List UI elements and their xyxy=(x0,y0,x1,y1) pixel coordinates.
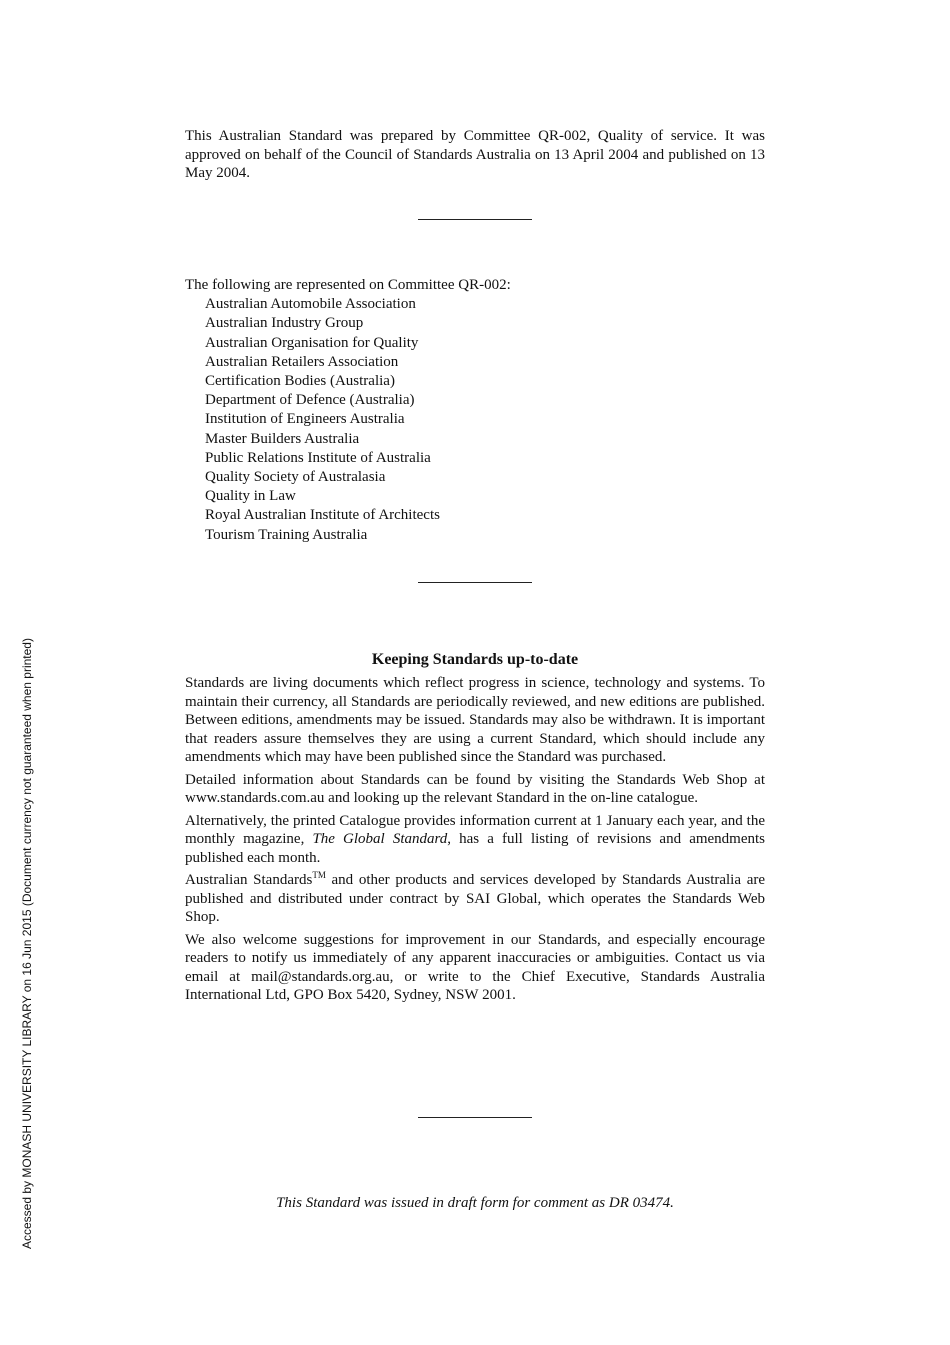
committee-member: Department of Defence (Australia) xyxy=(205,392,415,409)
paragraph-sai-global xyxy=(185,871,765,927)
committee-member: Australian Automobile Association xyxy=(205,296,416,313)
magazine-title: The Global Standard xyxy=(312,831,448,847)
committee-member: Certification Bodies (Australia) xyxy=(205,373,395,390)
committee-intro: The following are represented on Committee QR-002: xyxy=(185,277,511,293)
paragraph-web-shop: Detailed information about Standards can be found by visiting the Standards Web Shop at www.standards.com.au and looking up the relevant Standard in the on-line catalogue. xyxy=(185,771,765,806)
draft-note: This Standard was issued in draft form for comment as DR 03474. xyxy=(276,1195,674,1211)
committee-block xyxy=(185,276,765,545)
committee-member: Australian Retailers Association xyxy=(205,353,399,370)
committee-member: Royal Australian Institute of Architects xyxy=(205,507,440,524)
preparation-block xyxy=(185,127,765,183)
sai-global-text: and other products and services developed by Standards Australia are published and distributed under contract by SAI Global, which operates the Standards Web Shop. xyxy=(185,872,766,925)
paragraph-catalogue xyxy=(185,812,765,868)
paragraph-living-documents: Standards are living documents which reflect progress in science, technology and systems. To maintain their currency, all Standards are periodically reviewed, and new editions are published. Between editions, amendments may be issued. Standards may also be withdrawn. It is important that readers assure themselves they are using a current Standard, which should include any amendments which may have been published since the Standard was purchased. xyxy=(185,675,765,765)
preparation-text: This Australian Standard was prepared by Committee QR-002, Quality of service. It was approved on behalf of the Council of Standards Australia on 13 April 2004 and published on 13 May 2004. xyxy=(185,128,765,181)
trademark-mark: TM xyxy=(312,870,326,880)
committee-member: Master Builders Australia xyxy=(205,430,360,447)
divider-rule xyxy=(418,582,532,583)
committee-member: Institution of Engineers Australia xyxy=(205,411,405,428)
committee-member: Tourism Training Australia xyxy=(205,526,368,543)
committee-member: Quality in Law xyxy=(205,488,296,505)
catalogue-text: Alternatively, the printed Catalogue provides information current at 1 January each year, and the monthly magazine, xyxy=(185,812,765,847)
section-heading: Keeping Standards up-to-date xyxy=(371,651,579,668)
keeping-standards-section xyxy=(185,650,765,1009)
paragraph-suggestions: We also welcome suggestions for improvement in our Standards, and especially encourage readers to notify us immediately of any apparent inaccuracies or ambiguities. Contact us via email at mail@standards.org.au, or write to the Chief Executive, Standards Australia International Ltd, GPO Box 5420, Sydney, NSW 2001. xyxy=(185,931,765,1003)
divider-rule xyxy=(418,1117,532,1118)
committee-member: Australian Industry Group xyxy=(205,315,364,332)
committee-member: Quality Society of Australasia xyxy=(205,469,386,486)
catalogue-text-end: , has a full listing of revisions and amendments published each month. xyxy=(185,831,766,866)
committee-member: Australian Organisation for Quality xyxy=(205,334,419,351)
access-notice: Accessed by MONASH UNIVERSITY LIBRARY on 16 Jun 2015 (Document currency not guaranteed when printed) xyxy=(20,638,34,1249)
committee-member-list xyxy=(185,295,765,545)
australian-standards-text: Australian Standards xyxy=(185,872,313,888)
divider-rule xyxy=(418,219,532,220)
committee-member: Public Relations Institute of Australia xyxy=(205,449,431,466)
